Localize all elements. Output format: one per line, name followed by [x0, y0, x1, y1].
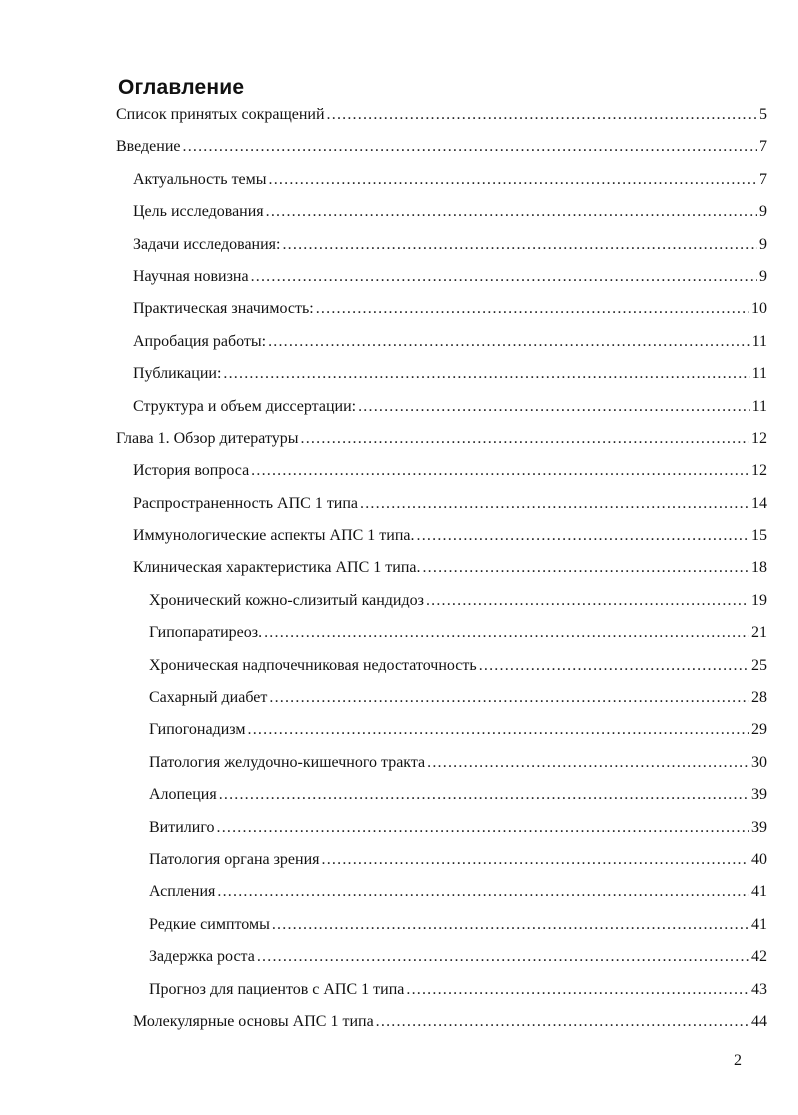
- toc-entry-label: Редкие симптомы: [149, 915, 270, 933]
- toc-dot-leader: [266, 203, 757, 221]
- toc-entry-label: Молекулярные основы АПС 1 типа: [133, 1012, 374, 1030]
- toc-entry-label: Патология желудочно-кишечного тракта: [149, 753, 426, 771]
- toc-entry-line: [116, 430, 767, 448]
- toc-entry[interactable]: [0, 456, 798, 488]
- toc-entry-line: [149, 819, 767, 837]
- toc-entry-label: Задержка роста: [149, 948, 255, 966]
- toc-entry-line: [133, 527, 767, 545]
- toc-entry[interactable]: [0, 521, 798, 553]
- toc-entry-line: [149, 981, 767, 999]
- toc-entry-line: [133, 462, 767, 480]
- toc-entry-label: Список принятых сокращений: [116, 106, 325, 123]
- toc-entry[interactable]: [0, 942, 798, 974]
- toc-entry-page: 12: [751, 462, 767, 480]
- toc-entry-label: Сахарный диабет: [149, 689, 268, 707]
- toc-dot-leader: [360, 495, 749, 513]
- toc-entry[interactable]: [0, 586, 798, 618]
- toc-entry-page: 7: [759, 170, 767, 188]
- toc-entry[interactable]: [0, 618, 798, 650]
- toc-entry[interactable]: [0, 294, 798, 326]
- toc-entry-page: 9: [759, 267, 767, 285]
- toc-entry-page: 18: [751, 559, 767, 577]
- toc-dot-leader: [282, 236, 757, 254]
- toc-entry-line: [133, 236, 767, 254]
- toc-entry-label: История вопроса: [133, 462, 250, 480]
- toc-entry-page: 25: [751, 656, 767, 674]
- toc-entry[interactable]: [0, 197, 798, 229]
- toc-entry-page: 12: [751, 429, 767, 447]
- toc-dot-leader: [257, 948, 749, 966]
- toc-dot-leader: [264, 624, 749, 642]
- toc-entry[interactable]: [0, 715, 798, 747]
- toc-entry-line: [133, 495, 767, 513]
- toc-entry-page: 11: [751, 397, 767, 415]
- toc-entry-line: [116, 106, 767, 124]
- toc-entry[interactable]: [0, 748, 798, 780]
- toc-entry-page: 15: [751, 527, 767, 545]
- toc-entry-page: 9: [759, 235, 767, 253]
- toc-entry-page: 11: [751, 332, 767, 350]
- toc-entry-line: [133, 300, 767, 318]
- toc-entry-page: 39: [751, 786, 767, 804]
- toc-entry-label: Аспления: [149, 883, 216, 901]
- toc-entry-label: Глава 1. Обзор дитературы: [116, 429, 299, 447]
- toc-dot-leader: [422, 559, 749, 577]
- toc-entry-label: Практическая значимость:: [133, 300, 314, 318]
- toc-entry-page: 43: [751, 980, 767, 998]
- toc-dot-leader: [479, 657, 749, 675]
- toc-entry[interactable]: [0, 975, 798, 1007]
- toc-entry-label: Гипогонадизм: [149, 721, 246, 739]
- toc-dot-leader: [327, 106, 757, 124]
- toc-entry[interactable]: [0, 910, 798, 942]
- toc-entry[interactable]: [0, 651, 798, 683]
- toc-dot-leader: [316, 300, 749, 318]
- toc-entry-label: Гипопаратиреоз.: [149, 624, 263, 642]
- toc-entry-label: Апробация работы:: [133, 332, 267, 350]
- toc-entry-line: [133, 365, 767, 383]
- toc-entry-line: [133, 268, 767, 286]
- toc-dot-leader: [251, 462, 749, 480]
- toc-entry-page: 42: [751, 948, 767, 966]
- toc-dot-leader: [417, 527, 749, 545]
- toc-entry-line: [149, 721, 767, 739]
- toc-entry-line: [149, 786, 767, 804]
- toc-dot-leader: [223, 365, 749, 383]
- toc-entry-page: 21: [751, 624, 767, 642]
- toc-entry-page: 28: [751, 689, 767, 707]
- toc-entry-page: 7: [759, 138, 767, 156]
- toc-entry[interactable]: [0, 424, 798, 456]
- toc-entry-label: Задачи исследования:: [133, 235, 281, 253]
- toc-entry-page: 44: [751, 1012, 767, 1030]
- toc-entry-page: 41: [751, 915, 767, 933]
- toc-entry-label: Патология органа зрения: [149, 850, 320, 868]
- toc-entry-line: [149, 916, 767, 934]
- toc-entry-line: [133, 203, 767, 221]
- toc-dot-leader: [376, 1013, 749, 1031]
- toc-dot-leader: [406, 981, 749, 999]
- toc-entry-page: 19: [751, 591, 767, 609]
- toc-entry-label: Хроническая надпочечниковая недостаточность: [149, 656, 477, 674]
- toc-entry-line: [149, 657, 767, 675]
- toc-entry[interactable]: [0, 780, 798, 812]
- toc-entry-line: [149, 948, 767, 966]
- page-title: Оглавление: [118, 76, 245, 99]
- toc-entry-page: 30: [751, 753, 767, 771]
- toc-dot-leader: [251, 268, 757, 286]
- toc-dot-leader: [301, 430, 749, 448]
- toc-dot-leader: [217, 819, 750, 837]
- toc-entry[interactable]: [0, 489, 798, 521]
- toc-entry[interactable]: [0, 132, 798, 164]
- toc-entry[interactable]: [0, 877, 798, 909]
- toc-dot-leader: [268, 333, 750, 351]
- toc-dot-leader: [217, 883, 749, 901]
- toc-entry-label: Прогноз для пациентов с АПС 1 типа: [149, 980, 405, 998]
- toc-entry-page: 14: [751, 494, 767, 512]
- toc-dot-leader: [269, 689, 749, 707]
- toc-dot-leader: [427, 754, 749, 772]
- toc-entry-page: 11: [751, 365, 767, 383]
- toc-entry-line: [149, 754, 767, 772]
- toc-entry[interactable]: [0, 262, 798, 294]
- toc-entry-line: [133, 1013, 767, 1031]
- toc-entry[interactable]: [0, 392, 798, 424]
- table-of-contents: [0, 100, 798, 1039]
- toc-entry-page: 39: [751, 818, 767, 836]
- toc-entry-line: [133, 398, 767, 416]
- toc-entry-label: Распространенность АПС 1 типа: [133, 494, 359, 512]
- toc-entry-line: [133, 559, 767, 577]
- toc-entry-label: Актуальность темы: [133, 170, 267, 188]
- toc-entry-line: [133, 171, 767, 189]
- toc-entry-page: 9: [759, 203, 767, 221]
- toc-entry-line: [116, 138, 767, 156]
- toc-entry-page: 41: [751, 883, 767, 901]
- toc-entry-label: Хронический кожно-слизитый кандидоз: [149, 591, 424, 609]
- toc-entry[interactable]: [0, 100, 798, 132]
- toc-entry-line: [149, 883, 767, 901]
- toc-entry[interactable]: [0, 230, 798, 262]
- toc-entry-line: [149, 851, 767, 869]
- toc-entry[interactable]: [0, 1007, 798, 1039]
- toc-entry-label: Научная новизна: [133, 267, 249, 285]
- toc-entry-label: Цель исследования: [133, 203, 264, 221]
- toc-entry-label: Клиническая характеристика АПС 1 типа.: [133, 559, 421, 577]
- toc-entry-label: Публикации:: [133, 365, 222, 383]
- toc-entry-page: 10: [751, 300, 767, 318]
- toc-entry[interactable]: [0, 813, 798, 845]
- toc-entry[interactable]: [0, 553, 798, 585]
- toc-entry[interactable]: [0, 327, 798, 359]
- toc-entry-label: Введение: [116, 138, 181, 156]
- toc-dot-leader: [426, 592, 749, 610]
- page-number: 2: [734, 1052, 742, 1069]
- toc-entry-page: 40: [751, 850, 767, 868]
- toc-dot-leader: [248, 721, 749, 739]
- toc-entry-line: [149, 592, 767, 610]
- toc-entry[interactable]: [0, 359, 798, 391]
- toc-entry-label: Иммунологические аспекты АПС 1 типа.: [133, 527, 415, 545]
- toc-entry-label: Алопеция: [149, 786, 217, 804]
- toc-entry[interactable]: [0, 165, 798, 197]
- toc-dot-leader: [358, 398, 749, 416]
- toc-entry-label: Структура и объем диссертации:: [133, 397, 357, 415]
- toc-dot-leader: [269, 171, 757, 189]
- toc-entry[interactable]: [0, 845, 798, 877]
- toc-entry-page: 29: [751, 721, 767, 739]
- toc-dot-leader: [183, 138, 758, 156]
- toc-dot-leader: [322, 851, 749, 869]
- toc-entry[interactable]: [0, 683, 798, 715]
- toc-entry-line: [149, 689, 767, 707]
- toc-entry-label: Витилиго: [149, 818, 215, 836]
- toc-entry-line: [133, 333, 767, 351]
- toc-entry-line: [149, 624, 767, 642]
- toc-entry-page: 5: [759, 106, 767, 123]
- toc-dot-leader: [272, 916, 749, 934]
- toc-dot-leader: [219, 786, 749, 804]
